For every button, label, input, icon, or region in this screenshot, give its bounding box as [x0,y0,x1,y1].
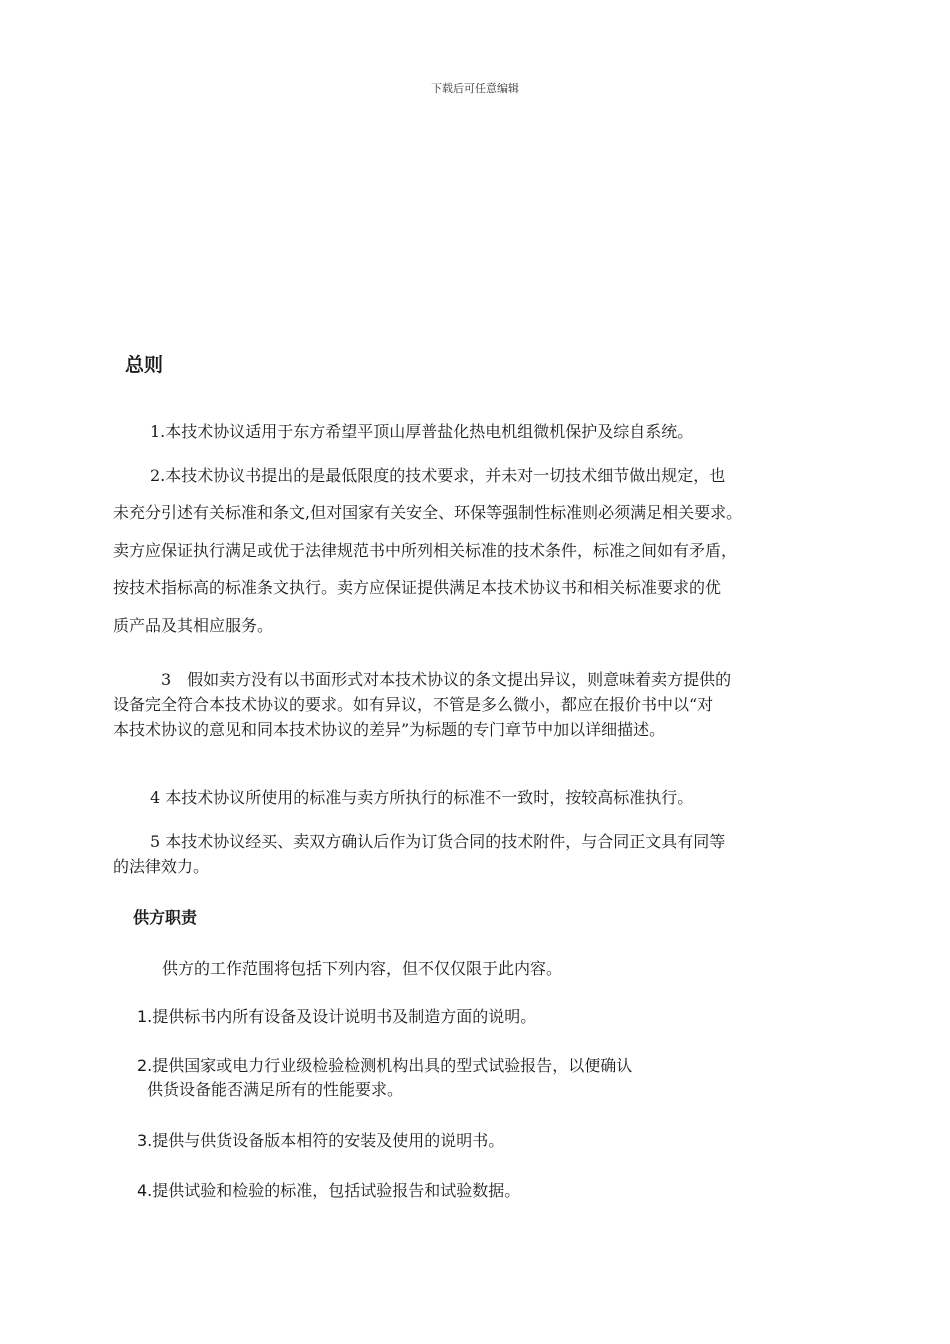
clause-2-line: 卖方应保证执行满足或优于法律规范书中所列相关标准的技术条件，标准之间如有矛盾， [113,541,738,560]
clause-5-line: 5 本技术协议经买、卖双方确认后作为订货合同的技术附件，与合同正文具有同等 [150,832,726,851]
clause-3-line: 本技术协议的意见和同本技术协议的差异”为标题的专门章节中加以详细描述。 [113,720,666,739]
duty-item-2-line: 供货设备能否满足所有的性能要求。 [147,1080,404,1099]
clause-3-line: 3 假如卖方没有以书面形式对本技术协议的条文提出异议，则意味着卖方提供的 [161,670,732,689]
section-title-general: 总则 [125,354,164,376]
clause-1: 1.本技术协议适用于东方希望平顶山厚普盐化热电机组微机保护及综自系统。 [150,422,694,441]
clause-2-line: 2.本技术协议书提出的是最低限度的技术要求，并未对一切技术细节做出规定，也 [150,466,726,485]
duty-item-3: 3.提供与供货设备版本相符的安装及使用的说明书。 [137,1131,505,1150]
clause-2-line: 质产品及其相应服务。 [113,616,274,635]
duty-item-2-line: 2.提供国家或电力行业级检验检测机构出具的型式试验报告，以便确认 [137,1056,633,1075]
section-title-supplier-duties: 供方职责 [133,908,198,927]
clause-3-line: 设备完全符合本技术协议的要求。如有异议，不管是多么微小，都应在报价书中以“对 [113,695,714,714]
clause-2-line: 未充分引述有关标准和条文,但对国家有关安全、环保等强制性标准则必须满足相关要求。 [113,503,743,522]
duty-item-1: 1.提供标书内所有设备及设计说明书及制造方面的说明。 [137,1007,537,1026]
duty-item-4: 4.提供试验和检验的标准，包括试验报告和试验数据。 [137,1181,521,1200]
page-header-note: 下载后可任意编辑 [431,82,519,95]
clause-4: 4 本技术协议所使用的标准与卖方所执行的标准不一致时，按较高标准执行。 [150,788,694,807]
supplier-intro: 供方的工作范围将包括下列内容，但不仅仅限于此内容。 [162,959,563,978]
clause-2-line: 按技术指标高的标准条文执行。卖方应保证提供满足本技术协议书和相关标准要求的优 [113,578,722,597]
clause-5-line: 的法律效力。 [113,857,210,876]
